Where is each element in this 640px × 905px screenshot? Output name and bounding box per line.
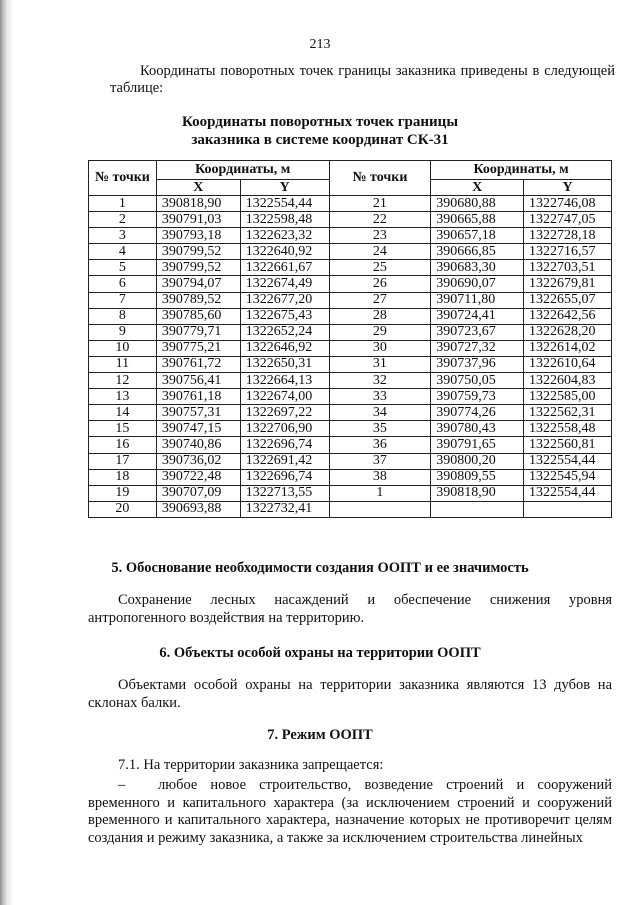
cell-point-right: 34	[329, 405, 431, 421]
table-row	[89, 308, 612, 324]
table-title-line-1: Координаты поворотных точек границы	[181, 114, 459, 130]
cell-point-right: 1	[329, 485, 431, 501]
cell-point-right: 26	[329, 276, 431, 292]
table-row	[89, 501, 612, 517]
table-row	[89, 421, 612, 437]
cell-y-right: 1322560,81	[524, 437, 612, 453]
cell-point-right: 24	[329, 244, 431, 260]
cell-y-left: 1322661,67	[240, 260, 329, 276]
section-5-text: Сохранение лесных насаждений и обеспечение снижения уровня антропогенного воздействия на территорию.	[88, 592, 612, 626]
cell-x-left: 390761,72	[156, 356, 240, 372]
cell-x-left: 390756,41	[156, 373, 240, 389]
cell-x-left: 390818,90	[156, 196, 240, 212]
table-title	[0, 113, 640, 149]
cell-y-left: 1322696,74	[240, 437, 329, 453]
cell-y-left: 1322706,90	[240, 421, 329, 437]
cell-point-left: 14	[89, 405, 157, 421]
section-7-clause-1: 7.1. На территории заказника запрещается:	[118, 757, 384, 773]
cell-y-right: 1322716,57	[524, 244, 612, 260]
cell-y-left: 1322674,00	[240, 389, 329, 405]
cell-x-left: 390799,52	[156, 244, 240, 260]
cell-y-right: 1322554,44	[524, 485, 612, 501]
table-row	[89, 485, 612, 501]
cell-point-right: 38	[329, 469, 431, 485]
cell-point-left: 3	[89, 228, 157, 244]
section-5-heading: 5. Обоснование необходимости создания ООПТ и ее значимость	[111, 560, 529, 576]
cell-x-left: 390761,18	[156, 389, 240, 405]
cell-point-left: 17	[89, 453, 157, 469]
cell-y-left: 1322674,49	[240, 276, 329, 292]
cell-point-right: 33	[329, 389, 431, 405]
cell-y-left: 1322554,44	[240, 196, 329, 212]
table-row	[89, 373, 612, 389]
header-coords-right: Координаты, м	[431, 161, 612, 180]
cell-x-left: 390779,71	[156, 324, 240, 340]
cell-point-left: 18	[89, 469, 157, 485]
cell-y-left: 1322664,13	[240, 373, 329, 389]
cell-point-right: 29	[329, 324, 431, 340]
table-title-line-2: заказника в системе координат СК-31	[191, 132, 449, 148]
coordinates-table	[88, 160, 612, 518]
page-number: 213	[309, 37, 331, 52]
cell-point-right	[329, 501, 431, 517]
cell-x-right: 390780,43	[431, 421, 524, 437]
cell-point-right: 27	[329, 292, 431, 308]
cell-point-left: 7	[89, 292, 157, 308]
cell-y-right: 1322614,02	[524, 340, 612, 356]
header-point-right: № точки	[329, 161, 431, 196]
cell-point-right: 21	[329, 196, 431, 212]
cell-point-right: 31	[329, 356, 431, 372]
table-row	[89, 405, 612, 421]
table-row	[89, 389, 612, 405]
cell-point-left: 12	[89, 373, 157, 389]
header-point-left: № точки	[89, 161, 157, 196]
cell-y-left: 1322623,32	[240, 228, 329, 244]
cell-x-right: 390711,80	[431, 292, 524, 308]
cell-x-right: 390737,96	[431, 356, 524, 372]
cell-y-left: 1322640,92	[240, 244, 329, 260]
cell-point-left: 5	[89, 260, 157, 276]
cell-point-left: 4	[89, 244, 157, 260]
table-row	[89, 228, 612, 244]
cell-y-right: 1322604,83	[524, 373, 612, 389]
cell-y-left: 1322732,41	[240, 501, 329, 517]
table-row	[89, 453, 612, 469]
cell-x-left: 390775,21	[156, 340, 240, 356]
cell-y-right: 1322585,00	[524, 389, 612, 405]
cell-y-left: 1322675,43	[240, 308, 329, 324]
section-7-item-text: любое новое строительство, возведение строений и сооружений временного и капитального характера (за исключением строений и сооружений временного и капитального характера, назначение которых не противоречит целям создания и режиму заказника, а также за исключением строительства линейных	[88, 777, 612, 846]
cell-x-left: 390785,60	[156, 308, 240, 324]
section-6-text: Объектами особой охраны на территории заказника являются 13 дубов на склонах балки.	[88, 677, 612, 711]
header-y-left: Y	[240, 180, 329, 196]
cell-y-right: 1322655,07	[524, 292, 612, 308]
cell-x-left: 390693,88	[156, 501, 240, 517]
cell-x-left: 390707,09	[156, 485, 240, 501]
cell-x-right: 390683,30	[431, 260, 524, 276]
header-x-left: X	[156, 180, 240, 196]
cell-point-right: 30	[329, 340, 431, 356]
cell-y-left: 1322691,42	[240, 453, 329, 469]
cell-y-right: 1322728,18	[524, 228, 612, 244]
cell-x-left: 390757,31	[156, 405, 240, 421]
cell-x-left: 390791,03	[156, 212, 240, 228]
table-row	[89, 260, 612, 276]
section-7-heading: 7. Режим ООПТ	[267, 727, 373, 743]
cell-point-right: 28	[329, 308, 431, 324]
cell-point-left: 13	[89, 389, 157, 405]
cell-x-right: 390727,32	[431, 340, 524, 356]
header-y-right: Y	[524, 180, 612, 196]
cell-y-left: 1322696,74	[240, 469, 329, 485]
cell-x-left: 390789,52	[156, 292, 240, 308]
cell-x-right: 390690,07	[431, 276, 524, 292]
cell-point-right: 36	[329, 437, 431, 453]
cell-point-right: 23	[329, 228, 431, 244]
intro-paragraph: Координаты поворотных точек границы заказника приведены в следующей таблице:	[110, 63, 615, 96]
cell-x-right: 390818,90	[431, 485, 524, 501]
cell-point-right: 25	[329, 260, 431, 276]
cell-x-right: 390666,85	[431, 244, 524, 260]
cell-x-right: 390809,55	[431, 469, 524, 485]
cell-y-right: 1322679,81	[524, 276, 612, 292]
table-row	[89, 340, 612, 356]
cell-y-left: 1322650,31	[240, 356, 329, 372]
cell-y-right: 1322610,64	[524, 356, 612, 372]
cell-y-left: 1322697,22	[240, 405, 329, 421]
header-x-right: X	[431, 180, 524, 196]
cell-x-left: 390736,02	[156, 453, 240, 469]
table-row	[89, 244, 612, 260]
cell-y-right	[524, 501, 612, 517]
cell-y-left: 1322646,92	[240, 340, 329, 356]
table-row	[89, 276, 612, 292]
cell-y-right: 1322746,08	[524, 196, 612, 212]
cell-point-left: 1	[89, 196, 157, 212]
cell-x-right: 390680,88	[431, 196, 524, 212]
cell-point-left: 11	[89, 356, 157, 372]
cell-point-right: 22	[329, 212, 431, 228]
cell-y-right: 1322554,44	[524, 453, 612, 469]
cell-x-left: 390747,15	[156, 421, 240, 437]
section-6-heading: 6. Объекты особой охраны на территории ООПТ	[159, 645, 481, 661]
cell-point-right: 35	[329, 421, 431, 437]
table-row	[89, 437, 612, 453]
table-row	[89, 324, 612, 340]
cell-x-right: 390724,41	[431, 308, 524, 324]
cell-y-left: 1322677,20	[240, 292, 329, 308]
table-row	[89, 196, 612, 212]
cell-x-left: 390722,48	[156, 469, 240, 485]
cell-point-left: 6	[89, 276, 157, 292]
cell-x-right: 390750,05	[431, 373, 524, 389]
coordinates-table-body	[89, 196, 612, 518]
header-coords-left: Координаты, м	[156, 161, 329, 180]
cell-point-left: 19	[89, 485, 157, 501]
cell-point-left: 8	[89, 308, 157, 324]
cell-point-left: 10	[89, 340, 157, 356]
cell-y-left: 1322652,24	[240, 324, 329, 340]
cell-y-right: 1322747,05	[524, 212, 612, 228]
cell-y-right: 1322628,20	[524, 324, 612, 340]
cell-y-right: 1322562,31	[524, 405, 612, 421]
cell-y-right: 1322558,48	[524, 421, 612, 437]
cell-y-right: 1322545,94	[524, 469, 612, 485]
cell-point-right: 32	[329, 373, 431, 389]
cell-x-right: 390791,65	[431, 437, 524, 453]
cell-x-right: 390665,88	[431, 212, 524, 228]
cell-x-left: 390799,52	[156, 260, 240, 276]
cell-point-left: 2	[89, 212, 157, 228]
cell-x-right: 390657,18	[431, 228, 524, 244]
section-7-clause-1-item	[88, 777, 612, 847]
cell-x-right: 390800,20	[431, 453, 524, 469]
cell-x-right: 390759,73	[431, 389, 524, 405]
table-row	[89, 356, 612, 372]
cell-x-right: 390723,67	[431, 324, 524, 340]
cell-point-left: 20	[89, 501, 157, 517]
list-dash: –	[118, 777, 126, 793]
table-row	[89, 292, 612, 308]
cell-x-right	[431, 501, 524, 517]
cell-y-left: 1322713,55	[240, 485, 329, 501]
cell-x-left: 390740,86	[156, 437, 240, 453]
cell-x-left: 390793,18	[156, 228, 240, 244]
cell-y-right: 1322703,51	[524, 260, 612, 276]
cell-point-left: 15	[89, 421, 157, 437]
cell-x-right: 390774,26	[431, 405, 524, 421]
cell-point-right: 37	[329, 453, 431, 469]
cell-y-right: 1322642,56	[524, 308, 612, 324]
table-row	[89, 212, 612, 228]
cell-y-left: 1322598,48	[240, 212, 329, 228]
table-row	[89, 469, 612, 485]
cell-x-left: 390794,07	[156, 276, 240, 292]
cell-point-left: 16	[89, 437, 157, 453]
cell-point-left: 9	[89, 324, 157, 340]
